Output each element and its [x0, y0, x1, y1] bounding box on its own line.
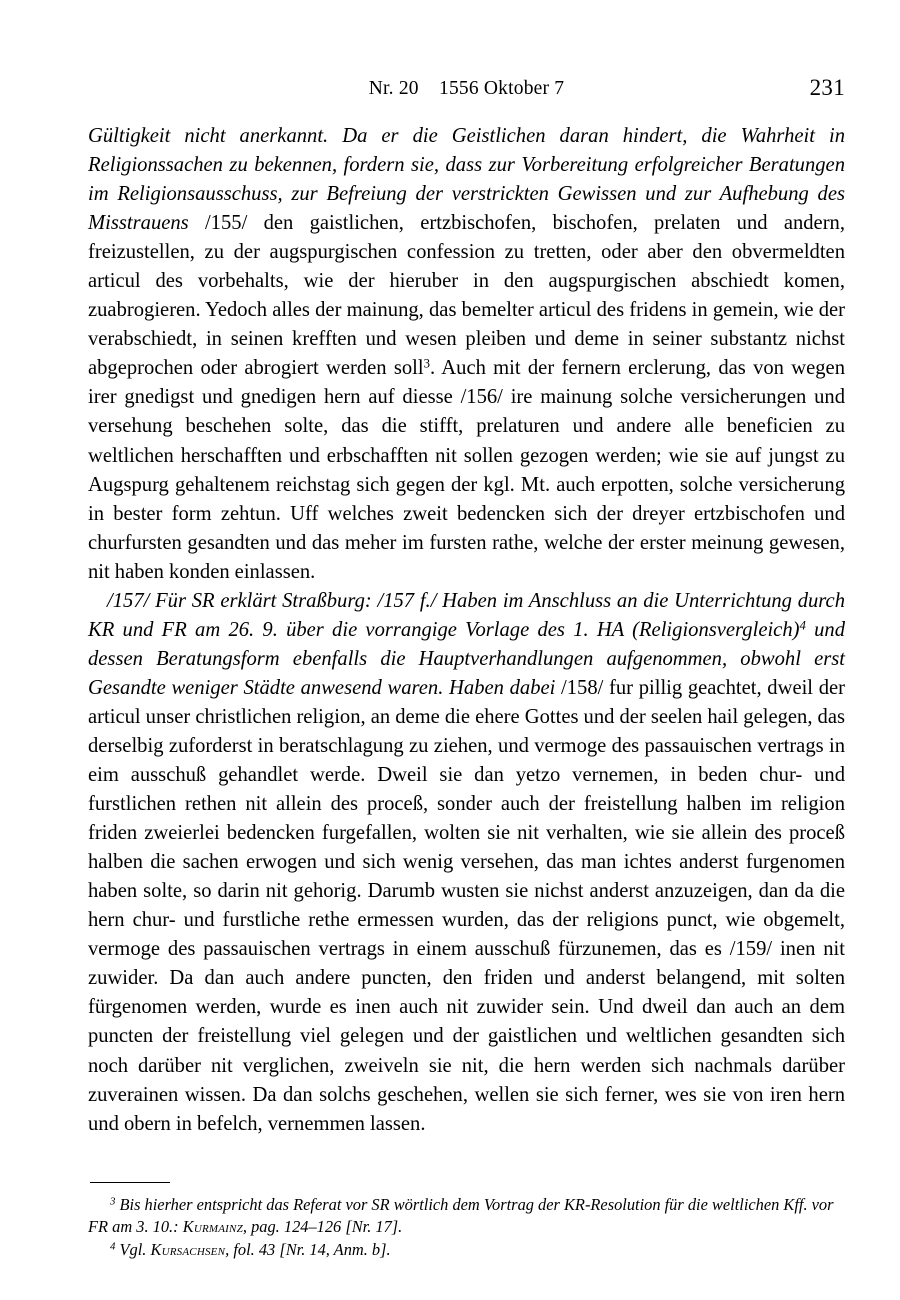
footnote-4-source-kursachsen: Kursachsen — [150, 1239, 226, 1259]
paragraph-2-roman-part: /158/ fur pillig geachtet, dweil der articul unser christlichen religion, an deme die ehere Gottes und der seelen hail gelegen, das derselbig zuforderst in beratschlagung zu ziehen, und vermoge des passauischen vertrags in eim ausschuß gehandlet werde. Dweil sie dan yetzo vernemen, in beden chur- und furstlichen rethen nit allein des proceß, sonder auch der freistellung halben im religion friden zweierlei bedencken furgefallen, wolten sie nit verhalten, wie sie allein des proceß halben die sachen erwogen und sich wenig versehen, das man ichtes anderst furgenomen haben solte, so darin nit gehorig. Darumb wusten sie nichst anderst anzuzeigen, dan da die hern chur- und furstliche rethe ermessen wurden, das der religions punct, wie obgemelt, vermoge des passauischen vertrags in einem ausschuß fürzunemen, das es /159/ inen nit zuwider. Da dan auch andere puncten, den friden und anderst belangend, mit solten fürgenomen werden, wurde es inen auch nit zuwider sein. Und dweil dan auch an dem puncten der freistellung viel gelegen und der gaistlichen und weltlichen gesandten sich noch darüber nit verglichen, zweiveln sie nit, die hern werden sich nachmals darüber zuverainen wissen. Da dan solchs geschehen, wellen sie sich ferner, wes sie von iren hern und obern in befelch, vernemmen lassen. — [88, 676, 845, 1135]
footnote-4 — [88, 1239, 845, 1261]
paragraph-1-italic-summary: Gültigkeit nicht anerkannt. Da er die Geistlichen daran hindert, die Wahrheit in Religionssachen zu bekennen, fordern sie, dass zur Vorbereitung erfolgreicher Beratungen im Religionsausschuss, zur Befreiung der verstrickten Gewissen und zur Aufhebung des Misstrauens — [88, 125, 845, 235]
footnote-area — [88, 1182, 845, 1261]
footnote-4-text-b: , fol. 43 [Nr. 14, Anm. b]. — [225, 1239, 391, 1259]
main-text-block — [88, 122, 845, 1139]
footnote-3 — [88, 1194, 845, 1239]
footnote-ref-3[interactable]: 3 — [423, 356, 430, 371]
footnote-4-text-a: Vgl. — [119, 1239, 151, 1259]
running-head — [88, 75, 845, 104]
paragraph-1-roman-part-a: /155/ den gaistlichen, ertzbischofen, bischofen, prelaten und andern, freizustellen, zu der augspurgischen confession zu tretten, oder aber den obvermeldten articul des vorbehalts, wie der hieruber in den augspurgischen abschiedt komen, zuabrogieren. Yedoch alles der mainung, das bemelter articul des fridens in gemein, wie der verabschiedt, in seinen krefften und wesen pleiben und deme in seiner substantz nichst abgeprochen oder abrogiert werden soll — [88, 212, 845, 380]
page-number: 231 — [809, 75, 845, 100]
footnote-3-marker: 3 — [110, 1195, 116, 1208]
paragraph-2-italic-summary-a: /157/ Für SR erklärt Straßburg: /157 f./ Haben im Anschluss an die Unterrichtung durch KR und FR am 26. 9. über die vorrangige Vorlage des 1. HA (Religionsvergleich) — [88, 589, 845, 641]
paragraph-2-italic-summary-b: und dessen Beratungsform ebenfalls die Hauptverhandlungen aufgenommen, obwohl erst Gesandte weniger Städte anwesend waren. Haben dabei — [88, 618, 845, 699]
footnote-3-source-kurmainz: Kurmainz — [182, 1217, 243, 1237]
footnote-3-text-b: , pag. 124–126 [Nr. 17]. — [242, 1217, 403, 1237]
footnote-4-marker: 4 — [110, 1240, 116, 1253]
footnote-ref-4[interactable]: 4 — [799, 618, 806, 633]
paragraph-1 — [88, 122, 845, 587]
footnote-separator-rule — [90, 1182, 170, 1183]
paragraph-2 — [88, 587, 845, 1139]
running-head-title: Nr. 20 1556 Oktober 7 — [368, 78, 565, 99]
footnote-3-text-a: Bis hierher entspricht das Referat vor SR wörtlich dem Vortrag der KR-Resolution für die weltlichen Kff. vor FR am 3. 10.: — [88, 1195, 834, 1237]
paragraph-1-roman-part-b: . Auch mit der fernern erclerung, das von wegen irer gnedigst und gnedigen hern auf diesse /156/ ire mainung solche versicherungen und versehung beschehen solte, das die stifft, prelaturen und andere alle beneficien zu weltlichen herschafften und erbschafften nit sollen gezogen werden; wie sie auf jungst zu Augspurg gehaltenem reichstag sich gegen der kgl. Mt. auch erpotten, solche versicherung in bester form zehtun. Uff welches zweit bedencken sich der dreyer ertzbischofen und churfursten gesandten und das meher im fursten rathe, welche der erster meinung gewesen, nit haben konden einlassen. — [88, 357, 845, 583]
